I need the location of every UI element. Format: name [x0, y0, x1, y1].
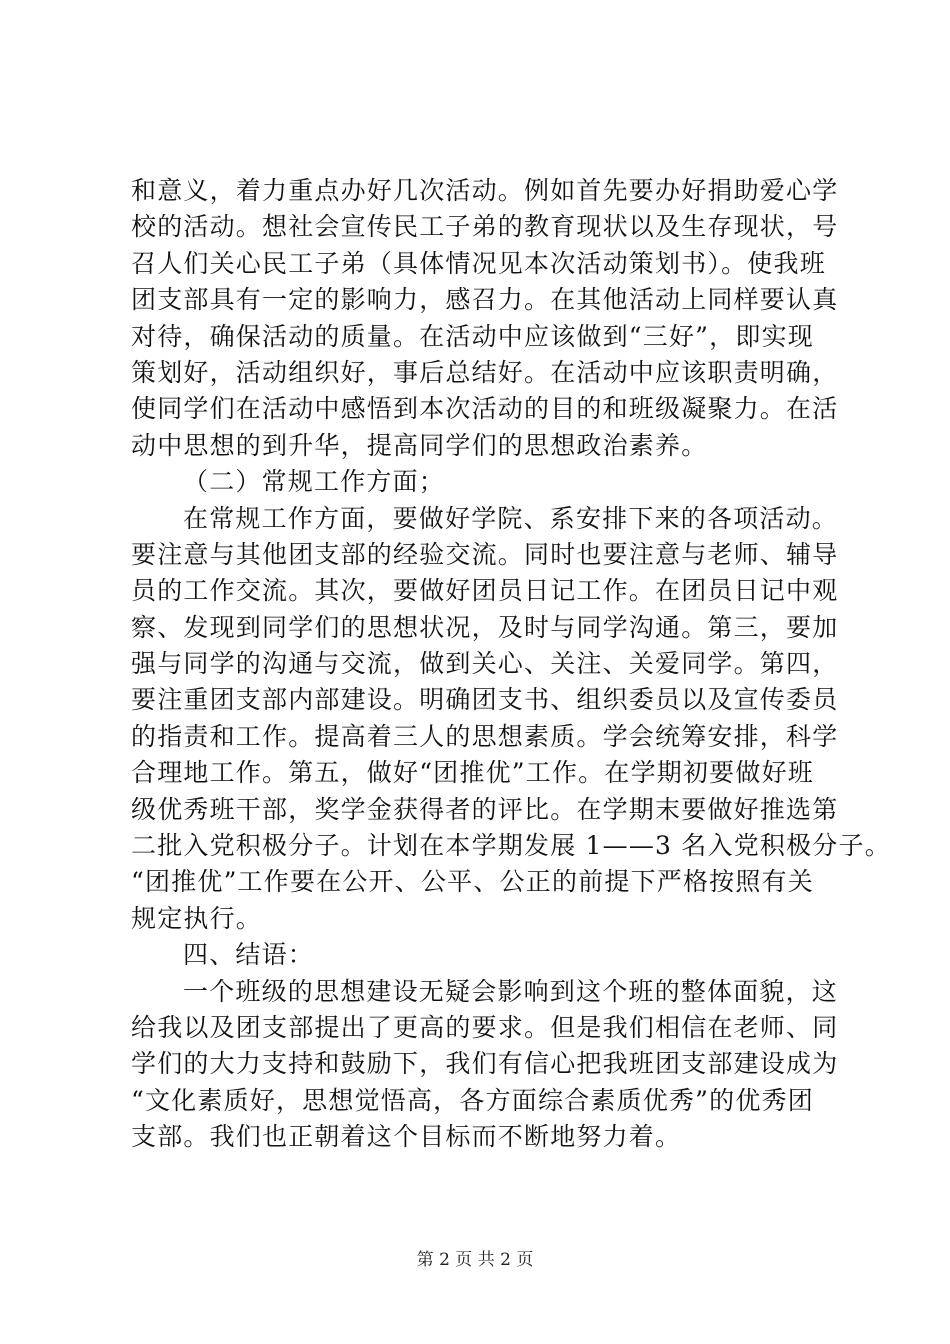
text-line: “文化素质好，思想觉悟高，各方面综合素质优秀”的优秀团	[131, 1085, 814, 1115]
text-line: 策划好，活动组织好，事后总结好。在活动中应该职责明确，	[131, 357, 839, 387]
text-line: 要注意与其他团支部的经验交流。同时也要注意与老师、辅导	[131, 539, 839, 569]
text-line: 察、发现到同学们的思想状况，及时与同学沟通。第三，要加	[131, 612, 839, 642]
text-line: 动中思想的到升华，提高同学们的思想政治素养。	[131, 430, 708, 460]
text-line: 对待，确保活动的质量。在活动中应该做到“三好”，即实现	[131, 321, 814, 351]
text-line: “团推优”工作要在公开、公平、公正的前提下严格按照有关	[131, 867, 814, 897]
text-line: 召人们关心民工子弟（具体情况见本次活动策划书）。使我班	[131, 248, 826, 278]
text-line: 团支部具有一定的影响力，感召力。在其他活动上同样要认真	[131, 285, 839, 315]
text-line: 在常规工作方面，要做好学院、系安排下来的各项活动。	[183, 503, 839, 533]
document-body	[131, 173, 891, 1156]
text-line: 合理地工作。第五，做好“团推优”工作。在学期初要做好班	[131, 758, 814, 788]
text-line: 强与同学的沟通与交流，做到关心、关注、关爱同学。第四，	[131, 649, 839, 679]
text-line: 校的活动。想社会宣传民工子弟的教育现状以及生存现状，号	[131, 212, 839, 242]
section-heading-routine-work: （二）常规工作方面；	[183, 467, 446, 497]
text-line: 使同学们在活动中感悟到本次活动的目的和班级凝聚力。在活	[131, 394, 839, 424]
text-line: 和意义，着力重点办好几次活动。例如首先要办好捐助爱心学	[131, 176, 839, 205]
page-number-footer: 第 2 页 共 2 页	[416, 1250, 534, 1270]
text-line: 支部。我们也正朝着这个目标而不断地努力着。	[131, 1122, 682, 1152]
text-line: 一个班级的思想建设无疑会影响到这个班的整体面貌，这	[183, 976, 839, 1006]
text-line: 的指责和工作。提高着三人的思想素质。学会统筹安排，科学	[131, 721, 839, 751]
text-line: 员的工作交流。其次，要做好团员日记工作。在团员日记中观	[131, 576, 839, 606]
text-line: 学们的大力支持和鼓励下，我们有信心把我班团支部建设成为	[131, 1049, 839, 1079]
text-line: 给我以及团支部提出了更高的要求。但是我们相信在老师、同	[131, 1012, 839, 1042]
text-line: 二批入党积极分子。计划在本学期发展 1——3 名入党积极分子。	[131, 831, 891, 861]
text-line: 规定执行。	[131, 903, 263, 933]
text-line: 级优秀班干部，奖学金获得者的评比。在学期末要做好推选第	[131, 794, 839, 824]
text-line: 要注重团支部内部建设。明确团支书、组织委员以及宣传委员	[131, 685, 839, 715]
section-heading-conclusion: 四、结语：	[183, 940, 315, 970]
